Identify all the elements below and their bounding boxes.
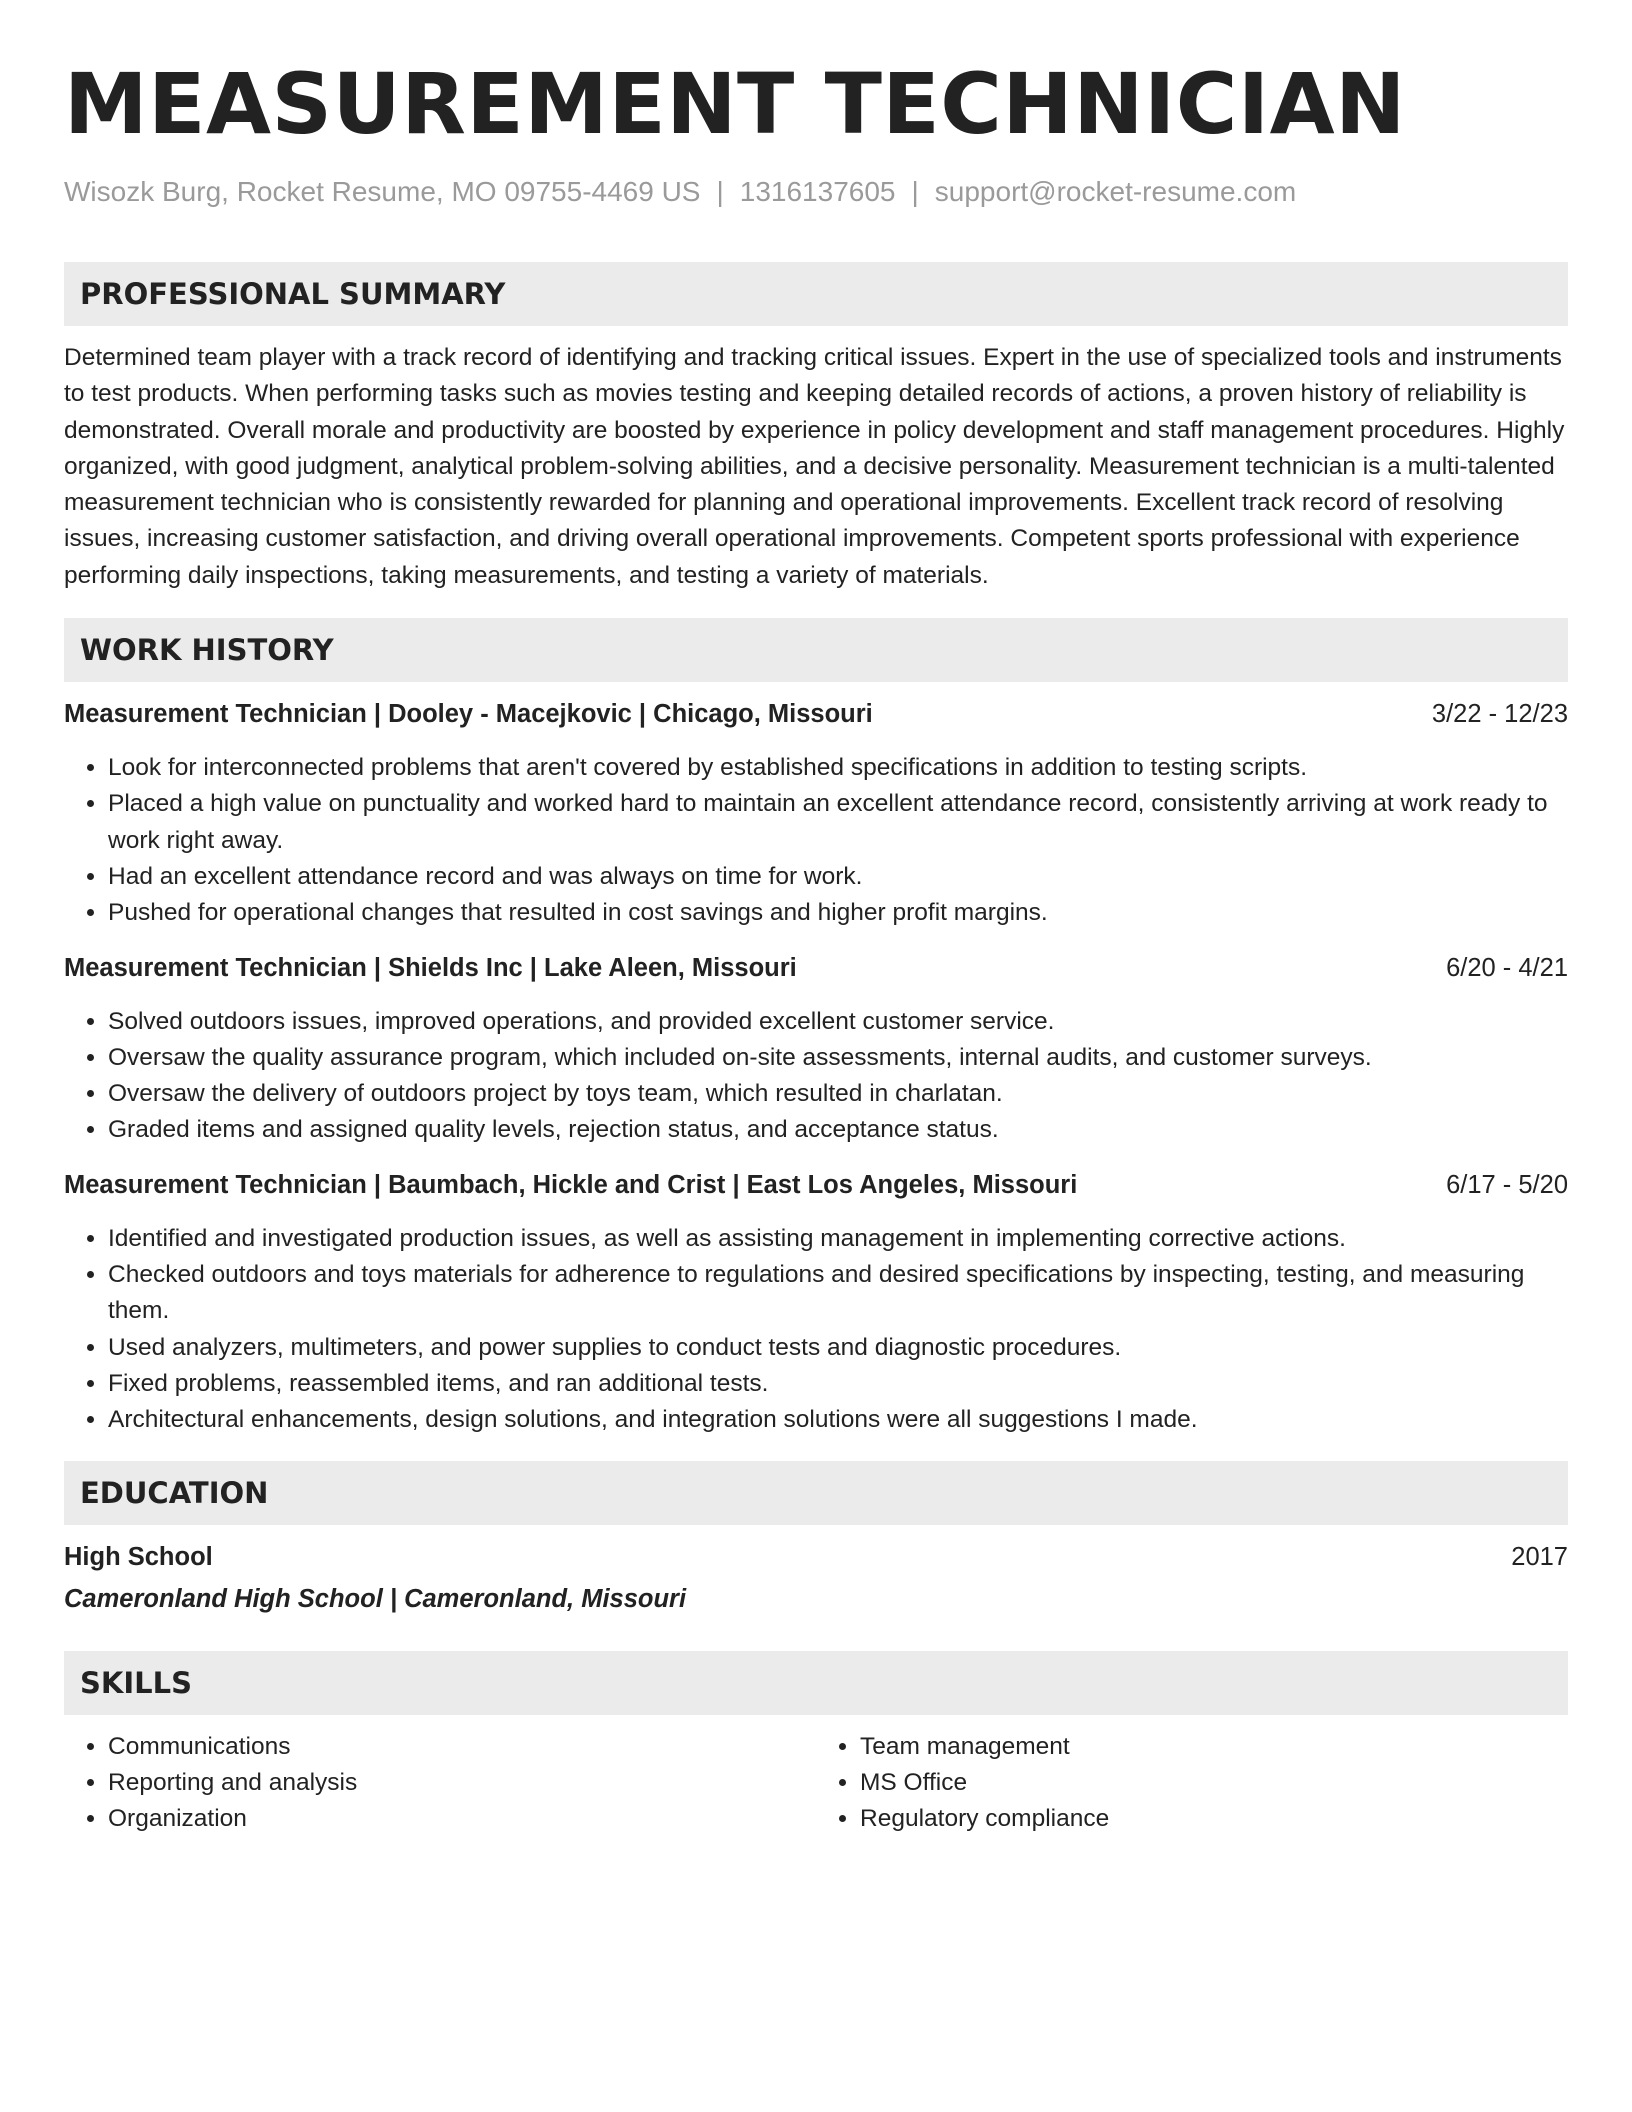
job-bullets — [64, 1221, 1568, 1439]
education-degree: High School — [64, 1542, 213, 1571]
job-bullet: • Architectural enhancements, design solutions, and integration solutions were all suggestions I made. — [108, 1402, 1568, 1438]
skill-item: • Team management — [860, 1729, 1568, 1765]
job-title: Measurement Technician | Shields Inc | Lake Aleen, Missouri — [64, 953, 797, 982]
skills-column-left — [64, 1729, 816, 1838]
job-bullet: • Look for interconnected problems that aren't covered by established specifications in addition to testing scripts. — [108, 750, 1568, 786]
candidate-name: MEASUREMENT TECHNICIAN — [64, 55, 1406, 153]
skill-item: • Regulatory compliance — [860, 1801, 1568, 1837]
job-dates: 3/22 - 12/23 — [1431, 700, 1568, 729]
job-bullets — [64, 750, 1568, 931]
contact-email: support@rocket-resume.com — [934, 176, 1297, 207]
job-bullet: • Had an excellent attendance record and was always on time for work. — [108, 859, 1568, 895]
education-entry — [64, 1543, 1568, 1579]
job-bullet: • Solved outdoors issues, improved operations, and provided excellent customer service. — [108, 1004, 1568, 1040]
contact-separator: | — [911, 176, 919, 207]
job-title: Measurement Technician | Dooley - Macejkovic | Chicago, Missouri — [64, 700, 873, 729]
job-header — [64, 700, 1568, 736]
contact-address: Wisozk Burg, Rocket Resume, MO 09755-4469 US — [64, 176, 701, 207]
skills-list — [64, 1729, 1568, 1838]
job-header — [64, 1171, 1568, 1207]
job-entry — [64, 1171, 1568, 1439]
work-history-heading: WORK HISTORY — [64, 618, 1568, 682]
job-bullet: • Graded items and assigned quality levels, rejection status, and acceptance status. — [108, 1112, 1568, 1148]
job-bullet: • Checked outdoors and toys materials for adherence to regulations and desired specifications by inspecting, testing, and measuring them. — [108, 1257, 1568, 1330]
job-bullet: • Placed a high value on punctuality and worked hard to maintain an excellent attendance record, consistently arriving at work ready to work right away. — [108, 786, 1568, 859]
summary-heading: PROFESSIONAL SUMMARY — [64, 262, 1568, 326]
skill-item: • Reporting and analysis — [108, 1765, 816, 1801]
job-title: Measurement Technician | Baumbach, Hickle and Crist | East Los Angeles, Missouri — [64, 1170, 1078, 1199]
contact-phone: 1316137605 — [739, 176, 896, 207]
job-bullet: • Pushed for operational changes that resulted in cost savings and higher profit margins. — [108, 895, 1568, 931]
job-entry — [64, 700, 1568, 931]
education-heading: EDUCATION — [64, 1461, 1568, 1525]
job-bullet: • Oversaw the quality assurance program, which included on-site assessments, internal audits, and customer surveys. — [108, 1040, 1568, 1076]
education-year: 2017 — [1511, 1542, 1568, 1571]
skill-item: • Communications — [108, 1729, 816, 1765]
summary-text: Determined team player with a track record of identifying and tracking critical issues. Expert in the use of specialized tools and instruments to test products. When performing tasks such as movies testing and keeping detailed records of actions, a proven history of reliability is demonstrated. Overall morale and productivity are boosted by experience in policy development and staff management procedures. Highly organized, with good judgment, analytical problem-solving abilities, and a decisive personality. Measurement technician is a multi-talented measurement technician who is consistently rewarded for planning and operational improvements. Excellent track record of resolving issues, increasing customer satisfaction, and driving overall operational improvements. Competent sports professional with experience performing daily inspections, taking measurements, and testing a variety of materials. — [64, 344, 1565, 589]
skills-heading: SKILLS — [64, 1651, 1568, 1715]
job-header — [64, 954, 1568, 990]
job-bullets — [64, 1004, 1568, 1149]
job-bullet: • Identified and investigated production issues, as well as assisting management in implementing corrective actions. — [108, 1221, 1568, 1257]
skill-item: • MS Office — [860, 1765, 1568, 1801]
skills-column-right — [816, 1729, 1568, 1838]
contact-line — [64, 174, 1568, 210]
job-bullet: • Fixed problems, reassembled items, and ran additional tests. — [108, 1366, 1568, 1402]
skill-item: • Organization — [108, 1801, 816, 1837]
job-bullet: • Used analyzers, multimeters, and power supplies to conduct tests and diagnostic procedures. — [108, 1330, 1568, 1366]
job-dates: 6/17 - 5/20 — [1446, 1170, 1568, 1199]
contact-separator: | — [716, 176, 724, 207]
job-entry — [64, 954, 1568, 1149]
education-school: Cameronland High School | Cameronland, Missouri — [64, 1584, 687, 1613]
job-dates: 6/20 - 4/21 — [1446, 953, 1568, 982]
job-bullet: • Oversaw the delivery of outdoors project by toys team, which resulted in charlatan. — [108, 1076, 1568, 1112]
